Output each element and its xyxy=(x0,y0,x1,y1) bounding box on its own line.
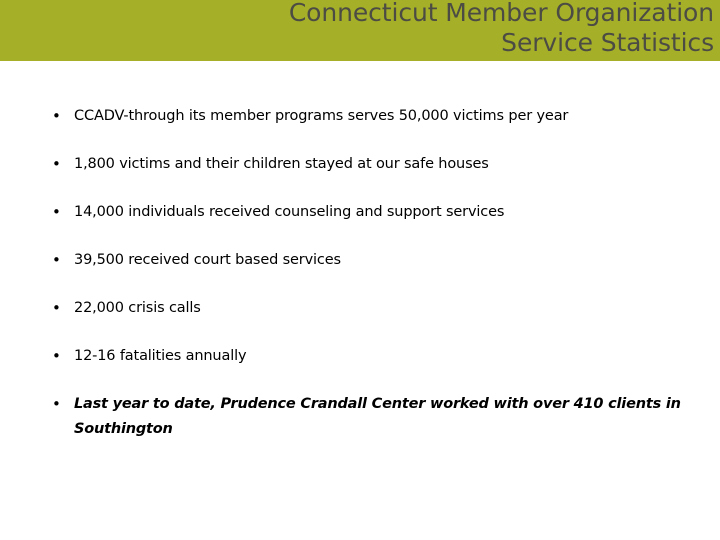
list-item-text: 22,000 crisis calls xyxy=(74,300,201,316)
bullet-point-icon: • xyxy=(52,107,61,125)
list-item-text: 39,500 received court based services xyxy=(74,252,341,268)
bullet-point-icon: • xyxy=(52,251,61,269)
bullet-point-icon: • xyxy=(52,347,61,365)
title-banner xyxy=(0,0,720,61)
list-item-text: 14,000 individuals received counseling and support services xyxy=(74,204,505,220)
title-line-2: Service Statistics xyxy=(501,28,714,57)
list-item xyxy=(0,152,720,200)
list-item xyxy=(0,104,720,152)
list-item xyxy=(0,296,720,344)
bullet-point-icon: • xyxy=(52,203,61,221)
list-item-text: 12-16 fatalities annually xyxy=(74,348,247,364)
page-title xyxy=(14,0,714,58)
bullet-point-icon: • xyxy=(52,299,61,317)
list-item xyxy=(0,200,720,248)
bullet-point-icon: • xyxy=(52,155,61,173)
bullet-point-icon: • xyxy=(52,395,61,413)
title-line-1: Connecticut Member Organization xyxy=(288,0,714,27)
list-item xyxy=(0,248,720,296)
list-item-text: 1,800 victims and their children stayed at our safe houses xyxy=(74,156,489,172)
statistics-bullet-list xyxy=(0,104,720,448)
list-item-text: CCADV-through its member programs serves 50,000 victims per year xyxy=(74,108,569,124)
list-item xyxy=(0,392,720,448)
list-item-text: Last year to date, Prudence Crandall Center worked with over 410 clients in Southington xyxy=(74,396,681,437)
list-item xyxy=(0,344,720,392)
